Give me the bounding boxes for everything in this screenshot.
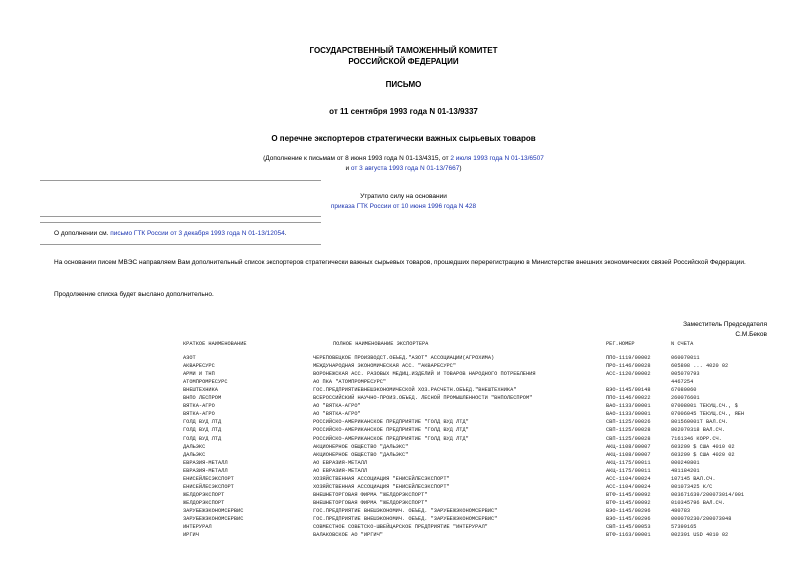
cell-reg-number: ВАО-1133/00001: [606, 411, 651, 418]
cell-reg-number: АКЦ-1108/00007: [606, 443, 651, 450]
cell-full-name: ХОЗЯЙСТВЕННАЯ АССОЦИАЦИЯ "ЕНИСЕЙЛЕСЭКСПОРТ": [313, 483, 450, 490]
addendum-link[interactable]: письмо ГТК России от 3 декабря 1993 года N 01-13/12054: [110, 230, 285, 237]
issuer-line-2: РОССИЙСКОЙ ФЕДЕРАЦИИ: [348, 57, 459, 66]
cell-reg-number: ВЭО-1145/00296: [606, 516, 651, 522]
table-row: [0, 395, 807, 403]
cell-full-name: АО "ВЯТКА-АГРО": [313, 411, 361, 418]
cell-short-name: АЗОТ: [183, 355, 196, 361]
cell-reg-number: СВП-1125/00028: [606, 435, 651, 442]
cell-full-name: ХОЗЯЙСТВЕННАЯ АССОЦИАЦИЯ "ЕНИСЕЙЛЕСЭКСПОРТ": [313, 475, 450, 482]
cell-reg-number: ППО-1146/00022: [606, 395, 651, 402]
divider: [40, 216, 321, 217]
cell-full-name: ЧЕРЕПОВЕЦКОЕ ПРОИЗВОДСТ.ОБЪЕД."АЗОТ" АССОЦИАЦИИ(АГРОХИМА): [313, 355, 495, 361]
cell-short-name: ЗАРУБЕЖЭКОНОМСЕРВИС: [183, 507, 244, 514]
table-row: [0, 363, 807, 371]
cell-account: 802070318 ВАЛ.СЧ.: [671, 427, 726, 434]
cell-full-name: МЕЖДУНАРОДНАЯ ЭКОНОМИЧЕСКАЯ АСС. "АКВАРЕСУРС": [313, 363, 457, 370]
signature-name: С.М.Беков: [735, 331, 767, 338]
cell-reg-number: АКЦ-1108/00007: [606, 451, 651, 458]
cell-account: 605808 ... 4020 02: [671, 363, 729, 370]
divider: [40, 244, 321, 245]
cell-short-name: ДАЛЬЭКС: [183, 451, 206, 458]
cell-short-name: АТОМПРОМРЕСУРС: [183, 379, 228, 386]
body-paragraph-1: На основании писем МВЭС направляем Вам дополнительный список экспортеров стратегически важных сырьевых товаров, прошедших перерегистрацию в Министерстве внешних экономических связей Российской Федерации.: [54, 259, 746, 266]
table-row: [0, 452, 807, 460]
divider: [40, 222, 321, 223]
table-row: [0, 379, 807, 387]
cell-full-name: РОССИЙСКО-АМЕРИКАНСКОЕ ПРЕДПРИЯТИЕ "ГОЛД ВУД ЛТД": [313, 435, 469, 442]
cell-short-name: ДАЛЬЭКС: [183, 443, 206, 450]
cell-short-name: ЕВРАЗИЯ-МЕТАЛЛ: [183, 467, 228, 474]
column-header-account: N СЧЕТА: [671, 341, 694, 347]
amendment-line2-prefix: и: [345, 165, 351, 172]
cell-reg-number: АКЦ-1175/00011: [606, 459, 651, 466]
repeal-order-link[interactable]: приказа ГТК России от 10 июня 1996 года N 428: [330, 203, 477, 210]
cell-short-name: АКВАРЕСУРС: [183, 363, 215, 370]
cell-full-name: РОССИЙСКО-АМЕРИКАНСКОЕ ПРЕДПРИЯТИЕ "ГОЛД ВУД ЛТД": [313, 419, 469, 426]
cell-full-name: АО ПКА "АТОМПРОМРЕСУРС": [313, 379, 387, 386]
cell-account: 4467254: [671, 379, 694, 386]
table-row: [0, 468, 807, 476]
cell-short-name: ГОЛД ВУД ЛТД: [183, 427, 222, 434]
table-row: [0, 460, 807, 468]
cell-short-name: ГОЛД ВУД ЛТД: [183, 419, 222, 426]
amendment-link-2[interactable]: от 3 августа 1993 года N 01-13/7667: [350, 165, 460, 172]
cell-full-name: АКЦИОНЕРНОЕ ОБЩЕСТВО "ДАЛЬЭКС": [313, 443, 409, 450]
column-header-short-name: КРАТКОЕ НАИМЕНОВАНИЕ: [183, 341, 247, 347]
cell-account: 005070793: [671, 371, 700, 378]
table-row: [0, 371, 807, 379]
cell-short-name: ВЯТКА-АГРО: [183, 411, 215, 418]
table-row: [0, 436, 807, 444]
cell-full-name: АО ЕВРАЗИЯ-МЕТАЛЛ: [313, 459, 368, 466]
cell-reg-number: СВП-1145/00053: [606, 524, 651, 531]
cell-account: 000240801: [671, 459, 700, 466]
cell-reg-number: АКЦ-1175/00011: [606, 467, 651, 474]
cell-short-name: ЖЕЛДОРЭКСПОРТ: [183, 491, 225, 498]
cell-full-name: ГОС.ПРЕДПРИЯТИЕ ВНЕШЭКОНОМИЧ. ОБЪЕД. "ЗАРУБЕЖЭКОНОМСЕРВИС": [313, 507, 498, 514]
cell-reg-number: ВЭО-1145/00296: [606, 507, 651, 514]
cell-account: 002391 USD 4010 02: [671, 532, 729, 539]
document-subject: О перечне экспортеров стратегически важных сырьевых товаров: [271, 134, 536, 143]
cell-short-name: ЕВРАЗИЯ-МЕТАЛЛ: [183, 459, 228, 466]
cell-reg-number: ВАО-1133/00001: [606, 403, 651, 410]
table-row: [0, 387, 807, 395]
cell-full-name: АО ЕВРАЗИЯ-МЕТАЛЛ: [313, 467, 368, 474]
cell-full-name: ВСЕРОССИЙСКИЙ НАУЧНО-ПРОИЗ.ОБЪЕД. ЛЕСНОЙ ПРОМЫШЛЕННОСТИ "ВНПОЛЕСПРОМ": [313, 395, 533, 402]
cell-reg-number: СВП-1125/00026: [606, 419, 651, 426]
cell-reg-number: АСС-1104/00024: [606, 483, 651, 490]
table-row: [0, 532, 807, 540]
table-row: [0, 444, 807, 452]
cell-reg-number: АСС-1120/00002: [606, 371, 651, 378]
cell-short-name: ИНТЕРУРАЛ: [183, 524, 212, 531]
cell-reg-number: ВТФ-1145/00092: [606, 499, 651, 506]
cell-account: 7161346 КОРР.СЧ.: [671, 435, 722, 442]
amendment-note-line-1: [0, 155, 807, 162]
cell-full-name: ВАЛАКОВСКОЕ АО "ИРГИЧ": [313, 532, 383, 539]
cell-reg-number: ПРО-1146/00028: [606, 363, 651, 370]
cell-account: 000070230/200073048: [671, 516, 732, 522]
addendum-prefix: О дополнении см.: [54, 230, 111, 237]
table-row: [0, 484, 807, 492]
cell-account: 603209 $ США 4020 02: [671, 451, 735, 458]
table-row: [0, 403, 807, 411]
addendum-note: [54, 230, 287, 237]
cell-reg-number: ППО-1119/00002: [606, 355, 651, 361]
column-header-full-name: ПОЛНОЕ НАИМЕНОВАНИЕ ЭКСПОРТЕРА: [333, 341, 429, 347]
table-row: [0, 500, 807, 508]
amendment-link-1[interactable]: 2 июля 1993 года N 01-13/6507: [450, 155, 544, 162]
cell-full-name: ГОС.ПРЕДПРИЯТИЕВНЕШЭКОНОМИЧЕСКОЙ ХОЗ.РАСЧЕТН.ОБЪЕД."ВНЕШТЕХНИКА": [313, 387, 517, 394]
cell-reg-number: ВТФ-1145/00092: [606, 491, 651, 498]
table-row: [0, 427, 807, 435]
document-type: ПИСЬМО: [385, 80, 422, 89]
body-paragraph-2: Продолжение списка будет выслано дополнительно.: [54, 291, 214, 298]
cell-account: 57399165: [671, 524, 697, 531]
cell-full-name: СОВМЕСТНОЕ СОВЕТСКО-ШВЕЙЦАРСКОЕ ПРЕДПРИЯТИЕ "ИНТЕРУРАЛ": [313, 524, 488, 531]
cell-account: 260076601: [671, 395, 700, 402]
cell-short-name: ВЯТКА-АГРО: [183, 403, 215, 410]
amendment-note-line-2: [0, 165, 807, 172]
cell-account: 010345796 ВАЛ.СЧ.: [671, 499, 726, 506]
cell-full-name: АО "ВЯТКА-АГРО": [313, 403, 361, 410]
cell-reg-number: СВП-1125/00028: [606, 427, 651, 434]
cell-account: 107145 ВАЛ.СЧ.: [671, 475, 716, 482]
table-row: [0, 516, 807, 524]
cell-account: 060070011: [671, 355, 700, 361]
cell-account: 07006045 ТЕКУЩ.СЧ., ЯЕН: [671, 411, 745, 418]
status-line: Утратило силу на основании: [360, 193, 447, 200]
table-row: [0, 492, 807, 500]
cell-full-name: АКЦИОНЕРНОЕ ОБЩЕСТВО "ДАЛЬЭКС": [313, 451, 409, 458]
cell-short-name: ВНПО ЛЕСПРОМ: [183, 395, 222, 402]
cell-short-name: ГОЛД ВУД ЛТД: [183, 435, 222, 442]
cell-short-name: ЕНИСЕЙЛЕСЭКСПОРТ: [183, 483, 234, 490]
cell-short-name: АРМИ И ТНП: [183, 371, 215, 378]
cell-reg-number: ВТФ-1163/00001: [606, 532, 651, 539]
cell-account: 001073425 К/С: [671, 483, 713, 490]
cell-account: 603209 $ США 4010 02: [671, 443, 735, 450]
cell-full-name: ВНЕШНЕТОРГОВАЯ ФИРМА "ЖЕЛДОРЭКСПОРТ": [313, 499, 428, 506]
cell-short-name: ВНЕШТЕХНИКА: [183, 387, 218, 394]
table-row: [0, 476, 807, 484]
table-header: [0, 341, 807, 349]
document-date-number: от 11 сентября 1993 года N 01-13/9337: [329, 107, 478, 116]
addendum-suffix: .: [284, 230, 287, 237]
cell-full-name: ГОС.ПРЕДПРИЯТИЕ ВНЕШЭКОНОМИЧ. ОБЪЕД. "ЗАРУБЕЖЭКОНОМСЕРВИС": [313, 516, 498, 522]
cell-reg-number: ВЭО-1145/00148: [606, 387, 651, 394]
column-header-reg-number: РЕГ.НОМЕР: [606, 341, 635, 347]
status-link-line: [0, 203, 807, 210]
cell-short-name: ИРГИЧ: [183, 532, 199, 539]
cell-account: 481184201: [671, 467, 700, 474]
cell-account: 67080060: [671, 387, 697, 394]
divider: [40, 180, 321, 181]
amendment-line2-suffix: ): [459, 165, 462, 172]
table-row: [0, 524, 807, 532]
cell-full-name: РОССИЙСКО-АМЕРИКАНСКОЕ ПРЕДПРИЯТИЕ "ГОЛД ВУД ЛТД": [313, 427, 469, 434]
cell-reg-number: АСС-1104/00024: [606, 475, 651, 482]
cell-account: 801560001Т ВАЛ.СЧ.: [671, 419, 729, 426]
cell-full-name: ВОРОНЕЖСКАЯ АСС. РАЗОВЫХ МЕДИЦ.ИЗДЕЛИЙ И ТОВАРОВ НАРОДНОГО ПОТРЕБЛЕНИЯ: [313, 371, 536, 378]
cell-full-name: ВНЕШНЕТОРГОВАЯ ФИРМА "ЖЕЛДОРЭКСПОРТ": [313, 491, 428, 498]
cell-account: 07008001 ТЕКУЩ.СЧ., $: [671, 403, 738, 410]
cell-short-name: ЗАРУБЕЖЭКОНОМСЕРВИС: [183, 516, 244, 522]
cell-short-name: ЖЕЛДОРЭКСПОРТ: [183, 499, 225, 506]
table-row: [0, 355, 807, 363]
amendment-prefix: (Дополнение к письмам от 8 июня 1993 года N 01-13/4315, от: [263, 155, 451, 162]
signature-title: Заместитель Председателя: [683, 321, 767, 328]
cell-account: 003671639/200073014/001: [671, 491, 745, 498]
table-row: [0, 508, 807, 516]
issuer-line-1: ГОСУДАРСТВЕННЫЙ ТАМОЖЕННЫЙ КОМИТЕТ: [309, 46, 498, 55]
cell-account: 480783: [671, 507, 691, 514]
cell-short-name: ЕНИСЕЙЛЕСЭКСПОРТ: [183, 475, 234, 482]
